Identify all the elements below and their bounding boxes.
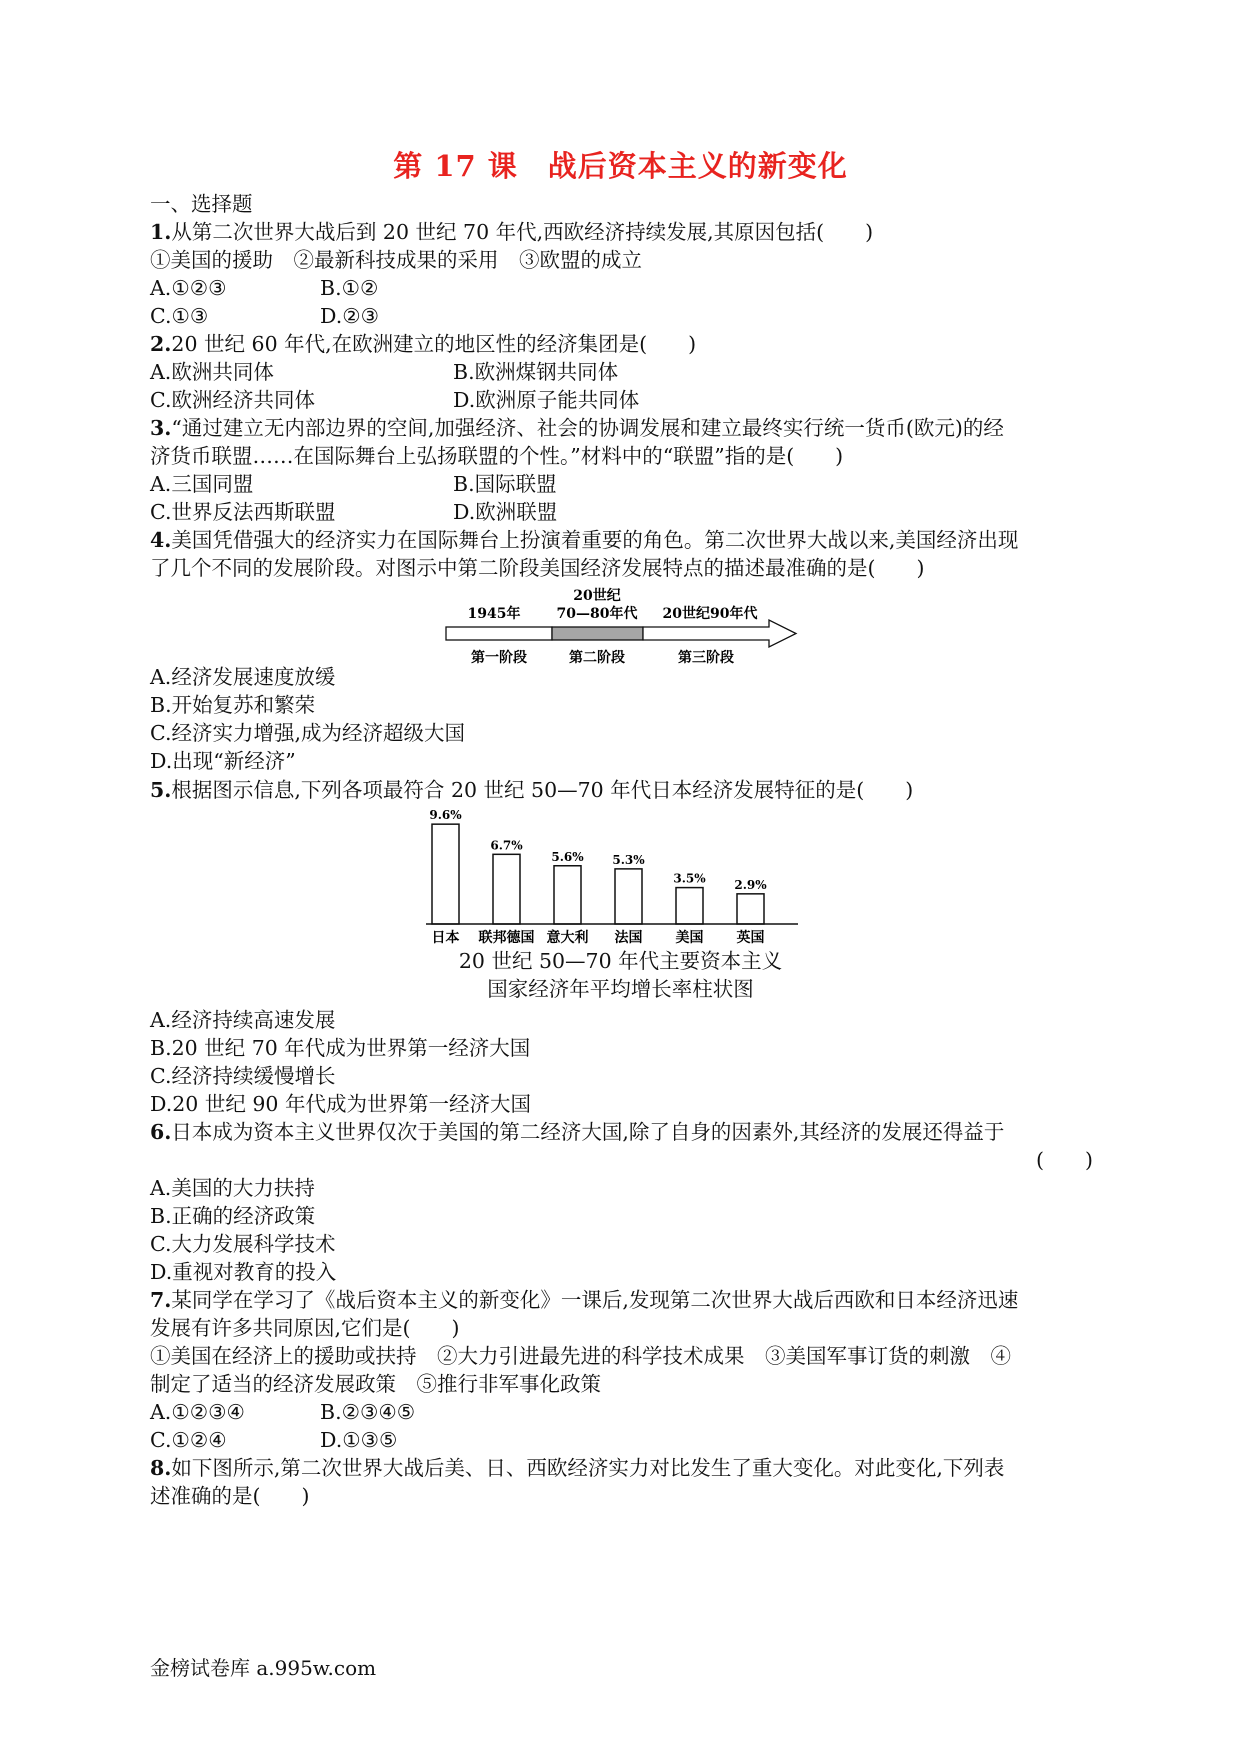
option-a[interactable]: A.欧洲共同体 (150, 360, 274, 384)
question-6 (150, 1118, 1004, 1146)
option-c[interactable]: C.①②④ (150, 1428, 227, 1452)
question-7 (150, 1286, 1018, 1314)
bar-value-label: 9.6% (429, 808, 462, 823)
question-text: 如下图所示,第二次世界大战后美、日、西欧经济实力对比发生了重大变化。对此变化,下列表 (171, 1456, 1005, 1480)
timeline-stage-2: 第二阶段 (569, 650, 625, 666)
question-4-cont: 了几个不同的发展阶段。对图示中第二阶段美国经济发展特点的描述最准确的是( ) (150, 556, 925, 580)
timeline-diagram (440, 584, 810, 670)
bar-category-label: 日本 (431, 930, 460, 946)
timeline-label-20c: 20世纪 (573, 588, 621, 604)
option-c[interactable]: C.欧洲经济共同体 (150, 388, 315, 412)
question-number: 8. (150, 1456, 172, 1480)
option-d[interactable]: D.②③ (320, 304, 379, 328)
bar-value-label: 5.3% (612, 852, 645, 867)
bar-chart-marks (429, 808, 767, 946)
question-number: 3. (150, 416, 172, 440)
question-text: 美国凭借强大的经济实力在国际舞台上扮演着重要的角色。第二次世界大战以来,美国经济出现 (171, 528, 1019, 552)
option-a[interactable]: A.①②③④ (150, 1400, 245, 1424)
question-number: 1. (150, 220, 172, 244)
option-d[interactable]: D.欧洲原子能共同体 (453, 388, 640, 412)
question-6-option-d[interactable]: D.重视对教育的投入 (150, 1260, 337, 1284)
bar-italy (554, 866, 581, 924)
bar-value-label: 6.7% (490, 838, 523, 853)
bar-japan (432, 824, 459, 924)
bar-uk (737, 894, 764, 924)
question-7-items-1: ①美国在经济上的援助或扶持 ②大力引进最先进的科学技术成果 ③美国军事订货的刺激 ④ (150, 1344, 1011, 1368)
bar-value-label: 3.5% (673, 871, 706, 886)
question-7-cont: 发展有许多共同原因,它们是( ) (150, 1316, 460, 1340)
timeline-segment-1 (446, 627, 552, 640)
section-heading: 一、选择题 (150, 192, 253, 216)
bar-france (615, 869, 642, 924)
question-5-option-c[interactable]: C.经济持续缓慢增长 (150, 1064, 336, 1088)
option-c[interactable]: C.世界反法西斯联盟 (150, 500, 336, 524)
option-a[interactable]: A.三国同盟 (150, 472, 254, 496)
question-4-option-b[interactable]: B.开始复苏和繁荣 (150, 693, 316, 717)
question-6-option-a[interactable]: A.美国的大力扶持 (150, 1176, 315, 1200)
bar-category-label: 意大利 (546, 930, 589, 946)
option-b[interactable]: B.欧洲煤钢共同体 (453, 360, 619, 384)
bar-value-label: 5.6% (551, 849, 584, 864)
footer-source: 金榜试卷库 a.995w.com (150, 1656, 377, 1680)
question-number: 7. (150, 1288, 172, 1312)
question-text: 20 世纪 60 年代,在欧洲建立的地区性的经济集团是( ) (171, 332, 697, 356)
question-4-option-c[interactable]: C.经济实力增强,成为经济超级大国 (150, 721, 465, 745)
bar-value-label: 2.9% (734, 877, 767, 892)
option-d[interactable]: D.①③⑤ (320, 1428, 398, 1452)
question-number: 6. (150, 1120, 172, 1144)
bar-category-label: 英国 (736, 930, 765, 946)
question-4-option-d[interactable]: D.出现“新经济” (150, 749, 296, 773)
option-c[interactable]: C.①③ (150, 304, 209, 328)
bar-category-label: 联邦德国 (478, 930, 535, 946)
timeline-stage-3: 第三阶段 (678, 650, 734, 666)
answer-parentheses: ( ) (1036, 1148, 1093, 1172)
question-number: 5. (150, 778, 172, 802)
question-6-option-b[interactable]: B.正确的经济政策 (150, 1204, 316, 1228)
question-3-cont: 济货币联盟……在国际舞台上弘扬联盟的个性。”材料中的“联盟”指的是( ) (150, 444, 844, 468)
question-text: 根据图示信息,下列各项最符合 20 世纪 50—70 年代日本经济发展特征的是( ) (171, 778, 914, 802)
question-text: 日本成为资本主义世界仅次于美国的第二经济大国,除了自身的因素外,其经济的发展还得益于 (171, 1120, 1005, 1144)
question-3 (150, 414, 1004, 442)
question-8 (150, 1454, 1004, 1482)
option-b[interactable]: B.①② (320, 276, 379, 300)
option-a[interactable]: A.①②③ (150, 276, 227, 300)
option-b[interactable]: B.国际联盟 (453, 472, 557, 496)
timeline-label-90s: 20世纪90年代 (662, 606, 758, 622)
timeline-arrow (643, 620, 796, 647)
chart-caption-line-2: 国家经济年平均增长率柱状图 (487, 977, 754, 1001)
growth-bar-chart (420, 804, 800, 954)
question-1-items: ①美国的援助 ②最新科技成果的采用 ③欧盟的成立 (150, 248, 642, 272)
question-5 (150, 776, 913, 804)
chart-caption-line-1: 20 世纪 50—70 年代主要资本主义 (458, 949, 783, 973)
option-b[interactable]: B.②③④⑤ (320, 1400, 416, 1424)
question-text: 从第二次世界大战后到 20 世纪 70 年代,西欧经济持续发展,其原因包括( ) (171, 220, 874, 244)
question-5-option-b[interactable]: B.20 世纪 70 年代成为世界第一经济大国 (150, 1036, 531, 1060)
question-7-items-2: 制定了适当的经济发展政策 ⑤推行非军事化政策 (150, 1372, 601, 1396)
timeline-label-1945: 1945年 (467, 606, 521, 622)
bar-usa (676, 888, 703, 924)
bar-category-label: 法国 (614, 930, 643, 946)
question-number: 4. (150, 528, 172, 552)
question-5-option-a[interactable]: A.经济持续高速发展 (150, 1008, 336, 1032)
question-4 (150, 526, 1018, 554)
timeline-stage-1: 第一阶段 (471, 650, 527, 666)
page-title: 第 17 课 战后资本主义的新变化 (393, 149, 848, 183)
question-text: 某同学在学习了《战后资本主义的新变化》一课后,发现第二次世界大战后西欧和日本经济迅速 (171, 1288, 1019, 1312)
question-8-cont: 述准确的是( ) (150, 1484, 310, 1508)
option-d[interactable]: D.欧洲联盟 (453, 500, 558, 524)
bar-category-label: 美国 (675, 930, 704, 946)
timeline-label-70-80: 70—80年代 (556, 606, 638, 622)
question-text: “通过建立无内部边界的空间,加强经济、社会的协调发展和建立最终实行统一货币(欧元)的经 (171, 416, 1004, 440)
question-4-option-a[interactable]: A.经济发展速度放缓 (150, 665, 336, 689)
timeline-segment-2 (552, 627, 643, 640)
bar-west-germany (493, 854, 520, 924)
question-number: 2. (150, 332, 172, 356)
question-5-option-d[interactable]: D.20 世纪 90 年代成为世界第一经济大国 (150, 1092, 531, 1116)
question-2 (150, 330, 696, 358)
question-6-option-c[interactable]: C.大力发展科学技术 (150, 1232, 336, 1256)
question-1 (150, 218, 873, 246)
